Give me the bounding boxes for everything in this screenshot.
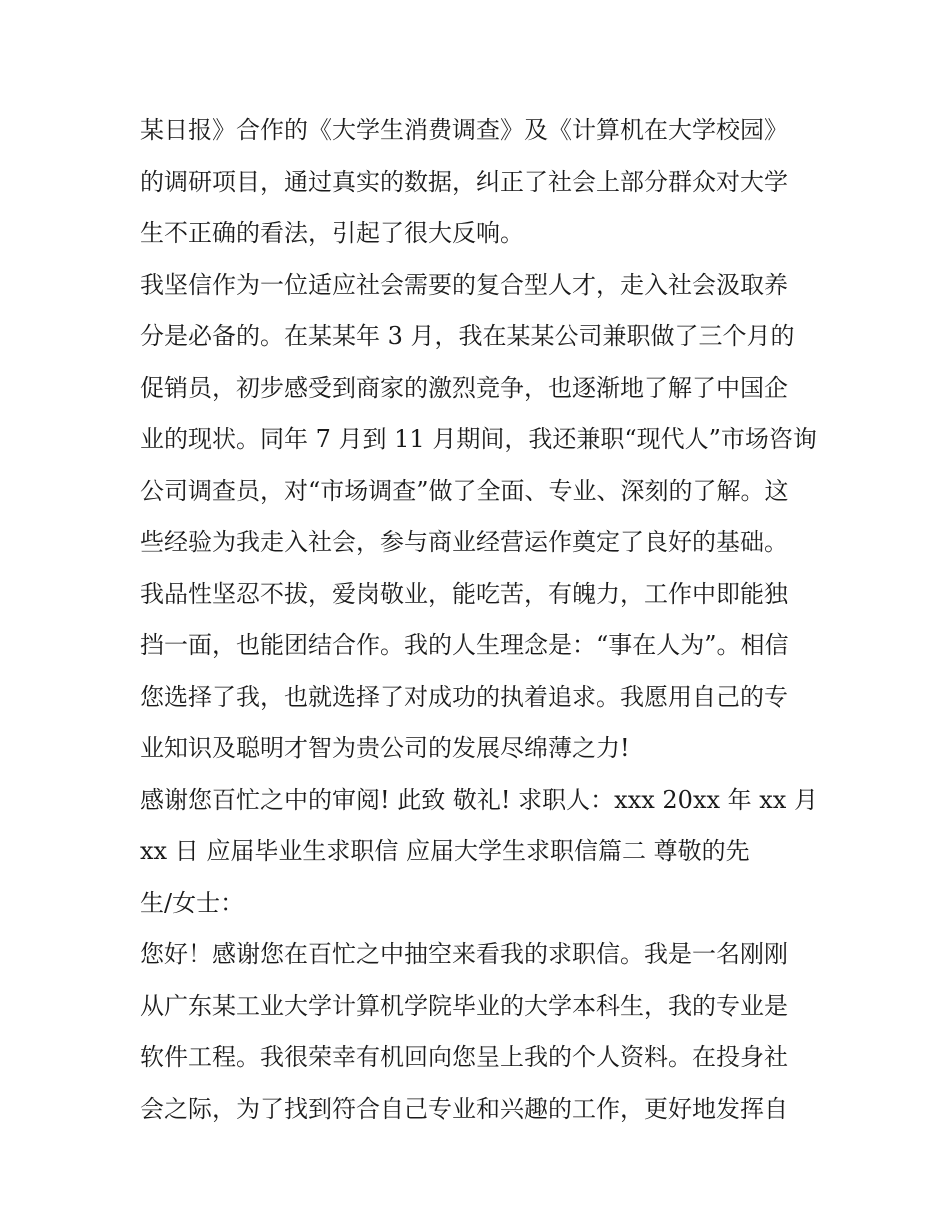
text-line: xx 日 应届毕业生求职信 应届大学生求职信篇二 尊敬的先 (140, 837, 750, 865)
text-line: 促销员，初步感受到商家的激烈竞争，也逐渐地了解了中国企 (140, 373, 788, 402)
text-line: 业知识及聪明才智为贵公司的发展尽绵薄之力! (140, 734, 630, 762)
text-line: 会之际，为了找到符合自己专业和兴趣的工作，更好地发挥自 (140, 1094, 788, 1123)
text-line: 挡一面，也能团结合作。我的人生理念是：“事在人为”。相信 (140, 631, 789, 659)
text-line: 您好！感谢您在百忙之中抽空来看我的求职信。我是一名刚刚 (140, 940, 788, 968)
text-line: 些经验为我走入社会，参与商业经营运作奠定了良好的基础。 (140, 528, 788, 556)
text-line: 生不正确的看法，引起了很大反响。 (140, 219, 524, 247)
text-line: 我品性坚忍不拔，爱岗敬业，能吃苦，有魄力，工作中即能独 (140, 579, 788, 608)
text-line: 分是必备的。在某某年 3 月，我在某某公司兼职做了三个月的 (140, 322, 795, 350)
text-line: 感谢您百忙之中的审阅! 此致 敬礼! 求职人：xxx 20xx 年 xx 月 (140, 785, 818, 814)
text-line: 业的现状。同年 7 月到 11 月期间，我还兼职“现代人”市场咨询 (140, 425, 817, 453)
text-line: 公司调查员，对“市场调查”做了全面、专业、深刻的了解。这 (140, 476, 789, 505)
text-line: 软件工程。我很荣幸有机回向您呈上我的个人资料。在投身社 (140, 1043, 788, 1071)
text-line: 从广东某工业大学计算机学院毕业的大学本科生，我的专业是 (140, 991, 788, 1020)
text-line: 的调研项目，通过真实的数据，纠正了社会上部分群众对大学 (140, 167, 788, 196)
body-text (140, 105, 820, 1135)
text-line: 某日报》合作的《大学生消费调查》及《计算机在大学校园》 (140, 116, 788, 144)
text-line: 您选择了我，也就选择了对成功的执着追求。我愿用自己的专 (140, 682, 788, 711)
text-line: 我坚信作为一位适应社会需要的复合型人才，走入社会汲取养 (140, 270, 788, 299)
text-line: 生/女士： (140, 888, 245, 917)
